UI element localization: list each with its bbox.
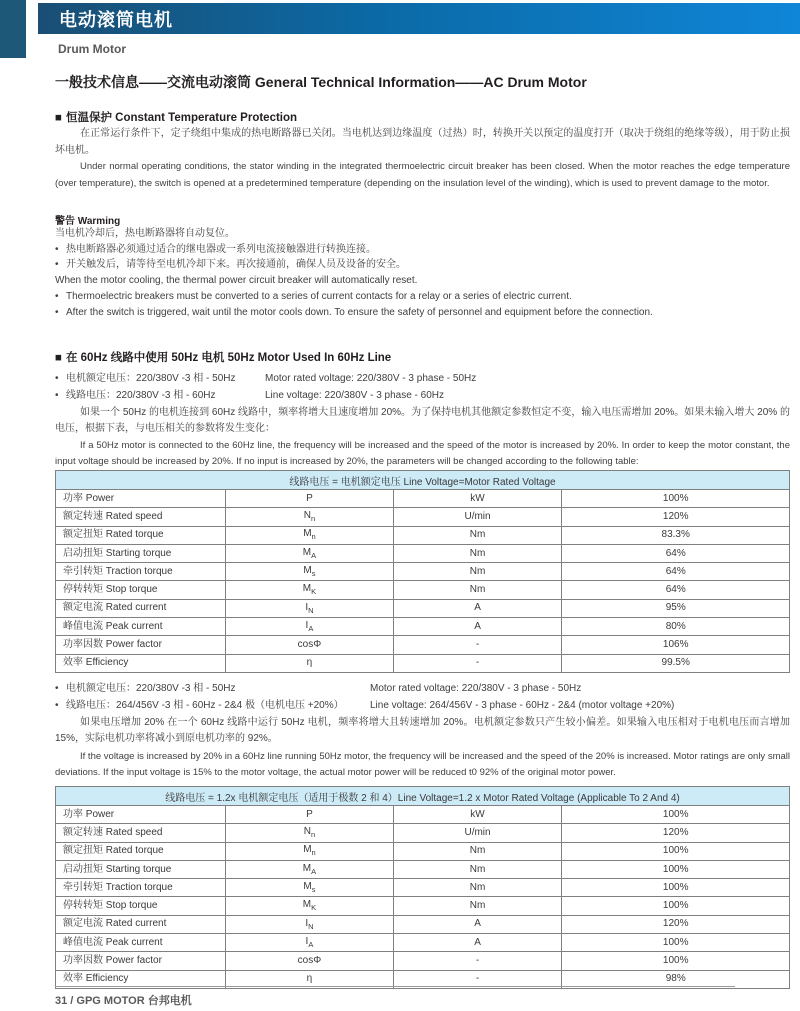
param-label-cell: 额定扭矩 Rated torque (56, 526, 226, 544)
param-label-cell: 效率 Efficiency (56, 970, 226, 988)
temp-protection-heading-label: 恒温保护 Constant Temperature Protection (65, 112, 298, 124)
symbol-cell: $M_s$ (226, 563, 393, 581)
spec-text-cn: 线路电压：220/380V -3 相 - 60Hz (66, 389, 216, 401)
boosted-voltage-table (55, 786, 790, 989)
bullet-icon: • (55, 243, 59, 255)
bullet-icon: • (55, 683, 59, 694)
value-cell: 100% (562, 806, 790, 824)
footer-page-label: 31 / GPG MOTOR 台邦电机 (55, 995, 192, 1007)
temp-protection-paragraph-cn: 在正常运行条件下，定子绕组中集成的热电断路器已关闭。当电机达到边缘温度（过热）时，转换开关以预定的温度打开（取决于绕组的绝缘等级），用于防止损坏电机。 (55, 128, 790, 156)
warning-line (55, 273, 790, 289)
unit-cell: A (393, 915, 562, 933)
param-label-cell: 额定电流 Rated current (56, 599, 226, 617)
bullet-icon: • (55, 373, 59, 384)
page-subtitle: Drum Motor (58, 42, 126, 56)
param-label-cell: 停转转矩 Stop torque (56, 897, 226, 915)
unit-cell: U/min (393, 824, 562, 842)
table-title: 线路电压 = 1.2x 电机额定电压（适用于极数 2 和 4）Line Voltage=1.2 x Motor Rated Voltage (Applicable To 2 And 4) (56, 787, 790, 806)
symbol-cell: $M_s$ (226, 879, 393, 897)
section-marker-icon: ■ (55, 352, 62, 364)
table-row (56, 581, 790, 599)
warning-line-text: Thermoelectric breakers must be converted to a series of current contacts for a relay or a series of electric current. (66, 290, 572, 302)
param-label-cell: 额定扭矩 Rated torque (56, 842, 226, 860)
hz-section-heading (55, 349, 790, 365)
param-label-cell: 功率因数 Power factor (56, 952, 226, 970)
table-row (56, 599, 790, 617)
unit-cell: kW (393, 806, 562, 824)
spec-bullet-row (55, 371, 790, 388)
table-row (56, 806, 790, 824)
symbol-cell: $N_n$ (226, 508, 393, 526)
table-row (56, 952, 790, 970)
bullet-icon: • (55, 306, 59, 318)
mid-paragraph-cn: 如果电压增加 20% 在一个 60Hz 线路中运行 50Hz 电机，频率将增大且转速增加 20%。电机额定参数只产生较小偏差。如果输入电压相对于电机电压而言增加 15%，实际电机功率将减小到原电机功率的 92%。 (55, 717, 790, 744)
unit-cell: - (393, 970, 562, 988)
warning-line-text: When the motor cooling, the thermal power circuit breaker will automatically reset. (55, 275, 418, 287)
spec-text-en: Line voltage: 264/456V - 3 phase - 60Hz - 2&4 (motor voltage +20%) (370, 699, 675, 711)
unit-cell: Nm (393, 860, 562, 878)
table-row (56, 879, 790, 897)
warning-line (55, 305, 790, 321)
param-label-cell: 启动扭矩 Starting torque (56, 544, 226, 562)
warning-line-text: 当电机冷却后，热电断路器将自动复位。 (55, 228, 235, 239)
bullet-icon: • (55, 259, 59, 271)
table-row (56, 934, 790, 952)
param-label-cell: 牵引转矩 Traction torque (56, 563, 226, 581)
table-row (56, 490, 790, 508)
param-label-cell: 额定电流 Rated current (56, 915, 226, 933)
value-cell: 100% (562, 860, 790, 878)
value-cell: 99.5% (562, 654, 790, 672)
value-cell: 120% (562, 508, 790, 526)
value-cell: 100% (562, 490, 790, 508)
symbol-cell: cosΦ (226, 952, 393, 970)
symbol-cell: $N_n$ (226, 824, 393, 842)
table-row (56, 915, 790, 933)
value-cell: 100% (562, 952, 790, 970)
warning-heading: 警告 Warming (55, 216, 121, 227)
header-bar (38, 3, 800, 34)
value-cell: 64% (562, 563, 790, 581)
unit-cell: Nm (393, 879, 562, 897)
unit-cell: U/min (393, 508, 562, 526)
spec-text-en: Motor rated voltage: 220/380V - 3 phase - 50Hz (370, 683, 582, 694)
unit-cell: Nm (393, 563, 562, 581)
unit-cell: Nm (393, 897, 562, 915)
table-row (56, 860, 790, 878)
spec-text-cn: 电机额定电压：220/380V -3 相 - 50Hz (66, 373, 236, 384)
value-cell: 83.3% (562, 526, 790, 544)
unit-cell: A (393, 934, 562, 952)
table-title-row (56, 787, 790, 806)
footer-rule (55, 986, 735, 987)
value-cell: 100% (562, 897, 790, 915)
symbol-cell: $M_n$ (226, 526, 393, 544)
unit-cell: Nm (393, 526, 562, 544)
value-cell: 120% (562, 824, 790, 842)
symbol-cell: $I_N$ (226, 599, 393, 617)
table-row (56, 618, 790, 636)
warning-line (55, 226, 790, 242)
bullet-icon: • (55, 699, 59, 711)
table-row (56, 544, 790, 562)
bullet-icon: • (55, 290, 59, 302)
spec-bullet-row (55, 698, 790, 715)
param-label-cell: 效率 Efficiency (56, 654, 226, 672)
param-label-cell: 功率 Power (56, 490, 226, 508)
symbol-cell: P (226, 806, 393, 824)
warning-line-text: After the switch is triggered, wait until the motor cools down. To ensure the safety of personnel and equipment before the connection. (66, 306, 653, 318)
temp-protection-paragraph-en: Under normal operating conditions, the stator winding in the integrated thermoelectric circuit breaker has been closed. When the motor reaches the edge temperature (over temperature), the switch is opened at a predetermined temperature (depending on the insulation level of the winding), which is used to prevent damage to the motor. (55, 161, 790, 189)
symbol-cell: $I_A$ (226, 618, 393, 636)
table-row (56, 654, 790, 672)
mid-paragraph-en: If the voltage is increased by 20% in a 60Hz line running 50Hz motor, the frequency will be increased and the speed of the 20% is increased. Motor ratings are only small deviations. If the input voltage is 15% to the motor voltage, the actual motor power will be reduced t0 92% of the original motor power. (55, 751, 790, 778)
warning-line (55, 289, 790, 305)
symbol-cell: η (226, 970, 393, 988)
spec-bullet-row (55, 388, 790, 405)
page-title: 电动滚筒电机 (59, 9, 173, 30)
symbol-cell: $I_N$ (226, 915, 393, 933)
hz-section-heading-label: 在 60Hz 线路中使用 50Hz 电机 50Hz Motor Used In 60Hz Line (65, 352, 392, 364)
table-title: 线路电压 = 电机额定电压 Line Voltage=Motor Rated Voltage (56, 471, 790, 490)
param-label-cell: 启动扭矩 Starting torque (56, 860, 226, 878)
mid-spec-bullets (55, 681, 790, 714)
unit-cell: Nm (393, 544, 562, 562)
value-cell: 64% (562, 581, 790, 599)
value-cell: 64% (562, 544, 790, 562)
value-cell: 95% (562, 599, 790, 617)
symbol-cell: $M_n$ (226, 842, 393, 860)
unit-cell: - (393, 952, 562, 970)
spec-text-cn: 电机额定电压：220/380V -3 相 - 50Hz (66, 683, 236, 694)
symbol-cell: $M_K$ (226, 897, 393, 915)
warning-line-text: 开关触发后，请等待至电机冷却下来。再次接通前，确保人员及设备的安全。 (66, 259, 406, 271)
param-label-cell: 停转转矩 Stop torque (56, 581, 226, 599)
unit-cell: - (393, 654, 562, 672)
symbol-cell: $M_A$ (226, 860, 393, 878)
table-row (56, 563, 790, 581)
symbol-cell: $I_A$ (226, 934, 393, 952)
unit-cell: Nm (393, 842, 562, 860)
table-row (56, 842, 790, 860)
value-cell: 98% (562, 970, 790, 988)
unit-cell: A (393, 618, 562, 636)
unit-cell: A (393, 599, 562, 617)
spec-text-en: Line voltage: 220/380V - 3 phase - 60Hz (265, 389, 445, 401)
spec-text-en: Motor rated voltage: 220/380V - 3 phase - 50Hz (265, 373, 477, 384)
param-label-cell: 功率 Power (56, 806, 226, 824)
symbol-cell: η (226, 654, 393, 672)
warning-line (55, 242, 790, 258)
param-label-cell: 峰值电流 Peak current (56, 618, 226, 636)
param-label-cell: 功率因数 Power factor (56, 636, 226, 654)
value-cell: 106% (562, 636, 790, 654)
unit-cell: kW (393, 490, 562, 508)
symbol-cell: $M_K$ (226, 581, 393, 599)
spec-text-cn: 线路电压：264/456V -3 相 - 60Hz - 2&4 极（电机电压 +20%） (66, 699, 344, 711)
bullet-icon: • (55, 389, 59, 401)
param-label-cell: 峰值电流 Peak current (56, 934, 226, 952)
temp-protection-heading (55, 109, 790, 125)
table-row (56, 897, 790, 915)
symbol-cell: cosΦ (226, 636, 393, 654)
warning-line-text: 热电断路器必须通过适合的继电器或一系列电流接触器进行转换连接。 (66, 243, 376, 255)
left-accent-block (0, 0, 26, 58)
table-title-row (56, 471, 790, 490)
hz-paragraph-en: If a 50Hz motor is connected to the 60Hz line, the frequency will be increased and the speed of the motor is increased by 20%. In order to keep the motor constant, the input voltage should be increased by 20%. If no input is increased by 20%, the parameters will be changed according to the following table: (55, 440, 790, 467)
section-main-heading: 一般技术信息——交流电动滚筒 General Technical Information——AC Drum Motor (55, 74, 587, 90)
line-voltage-table (55, 470, 790, 673)
param-label-cell: 牵引转矩 Traction torque (56, 879, 226, 897)
param-label-cell: 额定转速 Rated speed (56, 508, 226, 526)
symbol-cell: $M_A$ (226, 544, 393, 562)
warning-line (55, 257, 790, 273)
unit-cell: Nm (393, 581, 562, 599)
hz-paragraph-cn: 如果一个 50Hz 的电机连接到 60Hz 线路中，频率将增大且速度增加 20%。为了保持电机其他额定参数恒定不变，输入电压需增加 20%。如果未输入增大 20% 的电压，根据下表，与电压相关的参数将发生变化： (55, 407, 790, 434)
table-row (56, 526, 790, 544)
table-row (56, 508, 790, 526)
value-cell: 100% (562, 879, 790, 897)
value-cell: 120% (562, 915, 790, 933)
table-row (56, 636, 790, 654)
value-cell: 80% (562, 618, 790, 636)
param-label-cell: 额定转速 Rated speed (56, 824, 226, 842)
warning-lines (55, 226, 790, 320)
table-row (56, 824, 790, 842)
unit-cell: - (393, 636, 562, 654)
value-cell: 100% (562, 934, 790, 952)
symbol-cell: P (226, 490, 393, 508)
hz-spec-bullets (55, 371, 790, 404)
spec-bullet-row (55, 681, 790, 698)
value-cell: 100% (562, 842, 790, 860)
section-marker-icon: ■ (55, 112, 62, 124)
